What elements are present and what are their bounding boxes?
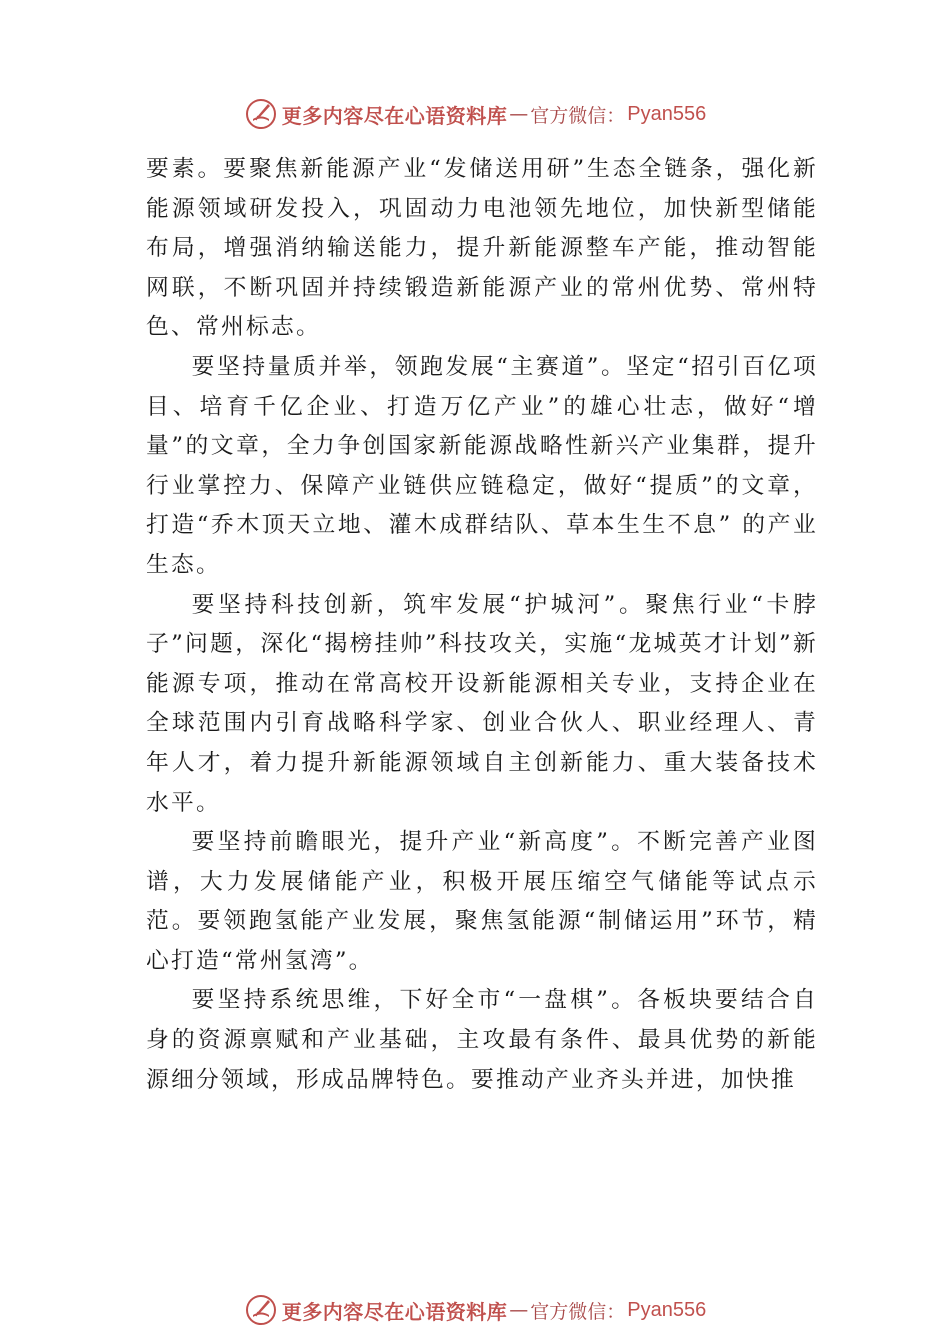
- paragraph-3: 要坚持科技创新，筑牢发展“护城河”。聚焦行业“卡脖子”问题，深化“揭榜挂帅”科技攻关，实施“龙城英才计划”新能源专项，推动在常高校开设新能源相关专业，支持企业在全球范围内引育战略科学家、创业合伙人、职业经理人、青年人才，着力提升新能源领域自主创新能力、重大装备技术水平。: [146, 591, 818, 816]
- paragraph-4: 要坚持前瞻眼光，提升产业“新高度”。不断完善产业图谱，大力发展储能产业，积极开展压缩空气储能等试点示范。要领跑氢能产业发展，聚焦氢能源“制储运用”环节，精心打造“常州氢湾”。: [146, 829, 818, 974]
- document-body: [146, 150, 818, 1100]
- wechat-label: 官方微信：: [530, 1300, 626, 1323]
- banner-separator: —: [509, 1299, 529, 1321]
- brand-name: 更多内容尽在心语资料库: [281, 103, 508, 128]
- paragraph-1: 要素。要聚焦新能源产业“发储送用研”生态全链条，强化新能源领域研发投入，巩固动力电池领先地位，加快新型储能布局，增强消纳输送能力，提升新能源整车产能，推动智能网联，不断巩固并持续锻造新能源产业的常州优势、常州特色、常州标志。: [146, 156, 818, 341]
- paragraph-5: 要坚持系统思维，下好全市“一盘棋”。各板块要结合自身的资源禀赋和产业基础，主攻最有条件、最具优势的新能源细分领域，形成品牌特色。要推动产业齐头并进，加快推: [146, 987, 818, 1093]
- footer-banner: [0, 1290, 950, 1330]
- book-quill-icon: [244, 97, 278, 131]
- header-banner: [0, 94, 950, 134]
- paragraph-2: 要坚持量质并举，领跑发展“主赛道”。坚定“招引百亿项目、培育千亿企业、打造万亿产业”的雄心壮志，做好“增量”的文章，全力争创国家新能源战略性新兴产业集群，提升行业掌控力、保障产业链供应链稳定，做好“提质”的文章，打造“乔木顶天立地、灌木成群结队、草本生生不息” 的产业生态。: [146, 353, 818, 578]
- banner-separator: —: [509, 103, 529, 125]
- book-quill-icon: [244, 1293, 278, 1327]
- wechat-id: Pyan556: [627, 1298, 707, 1321]
- wechat-id: Pyan556: [627, 102, 707, 125]
- wechat-label: 官方微信：: [530, 104, 626, 127]
- brand-name: 更多内容尽在心语资料库: [281, 1299, 508, 1324]
